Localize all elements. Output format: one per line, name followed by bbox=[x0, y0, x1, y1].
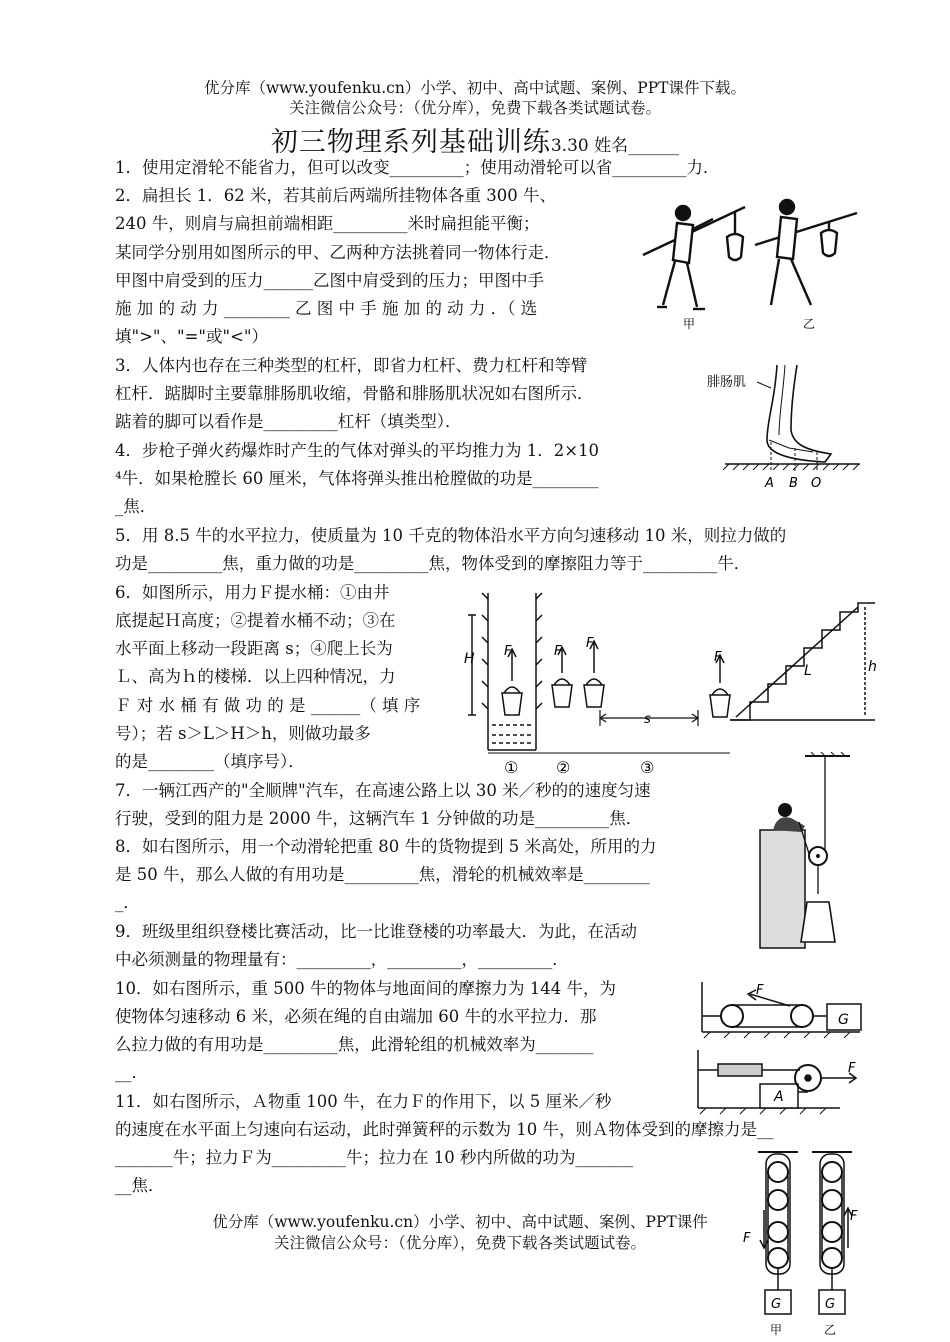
question-6-line: 水平面上移动一段距离 s；④爬上长为 bbox=[115, 639, 393, 658]
question-8-line: 8．如右图所示，用一个动滑轮把重 80 牛的货物提到 5 米高处，所用的力 bbox=[115, 837, 657, 856]
question-2-line: 2．扁担长 1．62 米，若其前后两端所挂物体各重 300 牛、 bbox=[115, 186, 556, 205]
question-10-line: __． bbox=[115, 1063, 148, 1082]
label-muscle: 腓肠肌 bbox=[707, 375, 747, 390]
title-main: 初三物理系列基础训练 bbox=[270, 127, 551, 158]
question-2-line: 甲图中肩受到的压力______乙图中肩受到的压力；甲图中手 bbox=[115, 271, 544, 290]
shoulder-pole-figure bbox=[635, 185, 867, 335]
question-2-line: 填">"、"="或"<"） bbox=[115, 327, 269, 346]
question-3-line: 3．人体内也存在三种类型的杠杆，即省力杠杆、费力杠杆和等臂 bbox=[115, 356, 588, 375]
title-date-name: 3.30 姓名______ bbox=[550, 136, 680, 156]
header-line-2: 关注微信公众号：（优分库），免费下载各类试题试卷。 bbox=[288, 99, 661, 117]
label-o: O bbox=[811, 476, 822, 490]
question-2-line: 240 牛，则肩与扁担前端相距_________米时扁担能平衡； bbox=[115, 214, 540, 233]
question-4-line: 4．步枪子弹火药爆炸时产生的气体对弹头的平均推力为 1．2×10 bbox=[115, 441, 600, 460]
pulley-block-yi bbox=[812, 1152, 852, 1314]
label-well-h: H bbox=[464, 651, 475, 667]
question-5-line: 功是_________焦，重力做的功是_________焦，物体受到的摩擦阻力等于_________牛． bbox=[115, 554, 751, 573]
question-7-line: 7．一辆江西产的"全顺牌"汽车，在高速公路上以 30 米／秒的的速度匀速 bbox=[115, 781, 651, 800]
label-f4: F bbox=[714, 650, 722, 665]
label-stair-h: h bbox=[868, 659, 877, 675]
label-jia: 甲 bbox=[683, 317, 696, 331]
label-num-3: ③ bbox=[640, 758, 655, 777]
question-6-line: 6．如图所示，用力Ｆ提水桶：①由井 bbox=[115, 583, 390, 602]
label-g-yi: G bbox=[825, 1297, 836, 1312]
question-6-line: 号）；若 s＞L＞H＞h，则做功最多 bbox=[115, 724, 371, 743]
question-4-line: _焦． bbox=[115, 497, 157, 516]
label-g: G bbox=[838, 1012, 849, 1028]
label-a-block: A bbox=[774, 1089, 784, 1105]
label-yi: 乙 bbox=[803, 317, 816, 331]
label-f-top: F bbox=[756, 983, 764, 998]
label-stair-l: L bbox=[804, 663, 812, 679]
person-jia bbox=[643, 206, 745, 309]
bucket-work-figure bbox=[460, 585, 880, 780]
question-8-line: _． bbox=[115, 893, 140, 912]
footer-line-1: 优分库（www.youfenku.cn）小学、初中、高中试题、案例、PPT课件 bbox=[212, 1213, 708, 1231]
question-7-line: 行驶，受到的阻力是 2000 牛，这辆汽车 1 分钟做的功是_________焦． bbox=[115, 809, 643, 828]
question-9-line: 9．班级里组织登楼比赛活动，比一比谁登楼的功率最大．为此，在活动 bbox=[115, 922, 637, 941]
question-6-line: Ｆ 对 水 桶 有 做 功 的 是 ______（ 填 序 bbox=[115, 696, 421, 715]
header-line-1: 优分库（www.youfenku.cn）小学、初中、高中试题、案例、PPT课件下载。 bbox=[203, 79, 747, 97]
page-title bbox=[0, 120, 950, 159]
horizontal-pulley-figure bbox=[690, 980, 865, 1115]
staircase bbox=[730, 603, 875, 720]
question-1: 1．使用定滑轮不能省力，但可以改变_________；使用动滑轮可以省_________力． bbox=[115, 158, 720, 177]
label-f1: F bbox=[504, 644, 512, 659]
footer-line-2: 关注微信公众号：（优分库），免费下载各类试题试卷。 bbox=[273, 1234, 646, 1252]
label-pulley-jia: 甲 bbox=[770, 1323, 783, 1337]
question-3-line: 杠杆．踮脚时主要靠腓肠肌收缩，骨骼和腓肠肌状况如右图所示． bbox=[115, 384, 594, 403]
pulley-block-jia bbox=[758, 1152, 798, 1314]
label-f3: F bbox=[586, 636, 594, 651]
question-6-line: Ｌ、高为ｈ的楼梯．以上四种情况，力 bbox=[115, 667, 396, 686]
question-6-line: 的是________（填序号）． bbox=[115, 752, 305, 771]
label-pulley-yi: 乙 bbox=[824, 1323, 837, 1337]
person-yi bbox=[755, 200, 857, 305]
question-3-line: 踮着的脚可以看作是_________杠杆（填类型）． bbox=[115, 412, 462, 431]
foot-lever-figure bbox=[705, 360, 865, 490]
question-6-line: 底提起Ｈ高度；②提着水桶不动；③在 bbox=[115, 611, 396, 630]
question-4-line: ⁴牛．如果枪膛长 60 厘米，气体将弹头推出枪膛做的功是________ bbox=[115, 469, 599, 488]
question-5-line: 5．用 8.5 牛的水平拉力，使质量为 10 千克的物体沿水平方向匀速移动 10 米，则拉力做的 bbox=[115, 526, 787, 545]
question-10-line: 使物体匀速移动 6 米，必须在绳的自由端加 60 牛的水平拉力．那 bbox=[115, 1007, 597, 1026]
question-11-line: 11．如右图所示，Ａ物重 100 牛，在力Ｆ的作用下，以 5 厘米／秒 bbox=[115, 1092, 612, 1111]
label-f-right: F bbox=[848, 1061, 856, 1076]
well bbox=[468, 593, 542, 750]
question-8-line: 是 50 牛，那么人做的有用功是_________焦，滑轮的机械效率是________ bbox=[115, 865, 650, 884]
pulley-system-g bbox=[702, 982, 861, 1038]
vertical-pulley-figure bbox=[738, 1150, 863, 1340]
question-2-line: 某同学分别用如图所示的甲、乙两种方法挑着同一物体行走． bbox=[115, 243, 561, 262]
movable-pulley-figure bbox=[755, 752, 855, 950]
label-num-1: ① bbox=[504, 758, 519, 777]
label-a: A bbox=[765, 476, 774, 490]
question-10-line: 10．如右图所示，重 500 牛的物体与地面间的摩擦力为 144 牛，为 bbox=[115, 979, 616, 998]
question-11-line: 的速度在水平面上匀速向右运动，此时弹簧秤的示数为 10 牛，则Ａ物体受到的摩擦力是__ bbox=[115, 1120, 774, 1139]
label-f-jia: F bbox=[743, 1231, 751, 1246]
label-b: B bbox=[789, 476, 798, 490]
label-g-jia: G bbox=[771, 1297, 782, 1312]
question-11-line: _______牛；拉力Ｆ为_________牛；拉力在 10 秒内所做的功为_______ bbox=[115, 1148, 634, 1167]
label-f-yi: F bbox=[850, 1209, 858, 1224]
question-9-line: 中必须测量的物理量有：_________，_________，_________． bbox=[115, 950, 569, 969]
question-11-line: __焦． bbox=[115, 1176, 165, 1195]
label-s: s bbox=[644, 712, 651, 727]
label-f2: F bbox=[554, 644, 562, 659]
question-10-line: 么拉力做的有用功是_________焦，此滑轮组的机械效率为_______ bbox=[115, 1035, 594, 1054]
question-2-line: 施 加 的 动 力 ________ 乙 图 中 手 施 加 的 动 力 ．（ 选 bbox=[115, 299, 538, 318]
label-num-2: ② bbox=[556, 758, 571, 777]
